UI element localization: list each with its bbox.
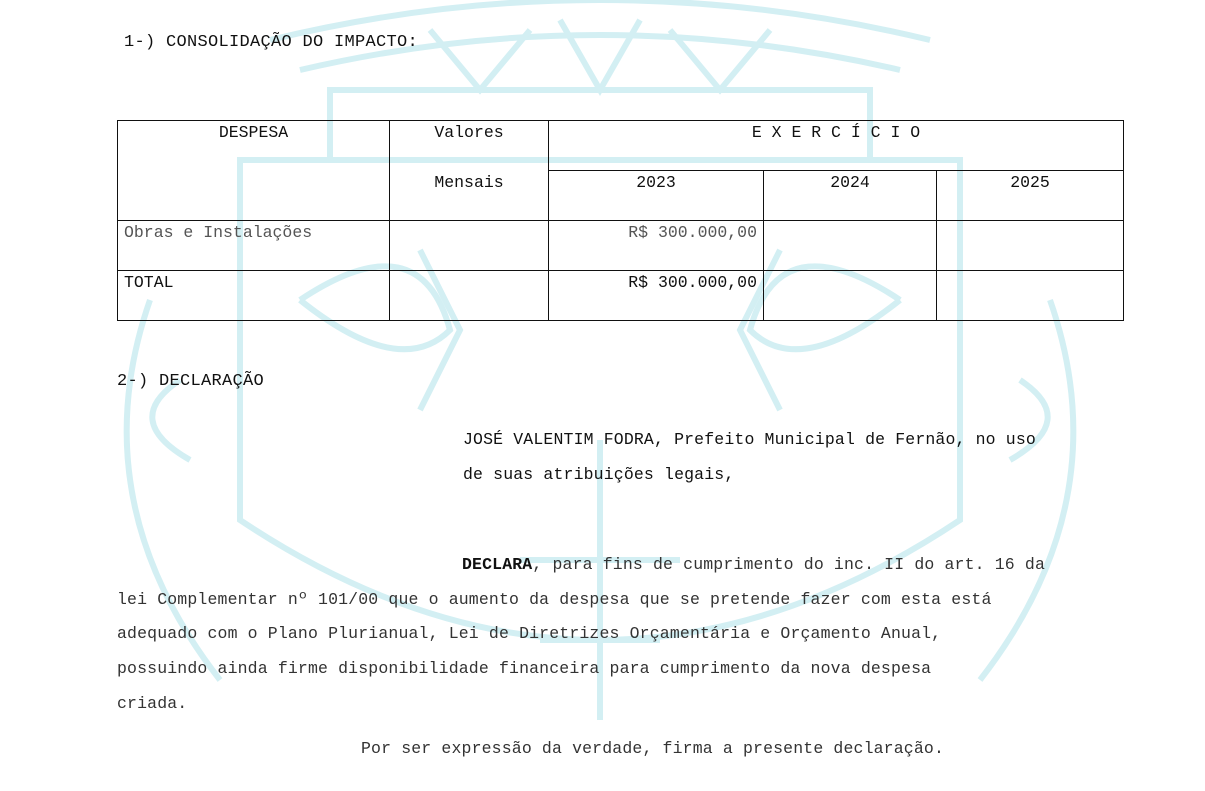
row-valores <box>390 221 549 271</box>
closing-line: Por ser expressão da verdade, firma a presente declaração. <box>361 739 944 758</box>
section-1-heading: 1-) CONSOLIDAÇÃO DO IMPACTO: <box>124 33 419 52</box>
total-2023: R$ 300.000,00 <box>549 271 764 321</box>
row-2025 <box>937 221 1124 271</box>
header-despesa: DESPESA <box>118 121 390 221</box>
header-valores: Valores <box>390 121 549 171</box>
body-line-5: criada. <box>117 694 188 713</box>
declara-line-1 <box>462 548 1045 583</box>
declara-line-1-rest: , para fins de cumprimento do inc. II do art. 16 da <box>532 555 1046 574</box>
header-year-2024: 2024 <box>764 171 937 221</box>
intro-line-2: de suas atribuições legais, <box>463 465 735 484</box>
header-mensais: Mensais <box>390 171 549 221</box>
header-year-2023: 2023 <box>549 171 764 221</box>
header-year-2025: 2025 <box>937 171 1124 221</box>
header-exercicio: E X E R C Í C I O <box>549 121 1124 171</box>
body-line-4: possuindo ainda firme disponibilidade financeira para cumprimento da nova despesa <box>117 659 932 678</box>
body-line-2: lei Complementar nº 101/00 que o aumento da despesa que se pretende fazer com esta está <box>117 590 992 609</box>
table-row <box>118 221 1124 271</box>
body-line-3: adequado com o Plano Plurianual, Lei de Diretrizes Orçamentária e Orçamento Anual, <box>117 624 942 643</box>
row-2023: R$ 300.000,00 <box>549 221 764 271</box>
total-2025 <box>937 271 1124 321</box>
section-2-heading: 2-) DECLARAÇÃO <box>117 372 265 391</box>
total-2024 <box>764 271 937 321</box>
row-2024 <box>764 221 937 271</box>
table-row-total <box>118 271 1124 321</box>
impact-table <box>117 120 1124 321</box>
total-valores <box>390 271 549 321</box>
total-label: TOTAL <box>118 271 390 321</box>
table-header-row <box>118 121 1124 171</box>
declara-word: DECLARA <box>462 555 533 574</box>
row-despesa: Obras e Instalações <box>118 221 390 271</box>
intro-line-1: JOSÉ VALENTIM FODRA, Prefeito Municipal de Fernão, no uso <box>463 430 1036 449</box>
